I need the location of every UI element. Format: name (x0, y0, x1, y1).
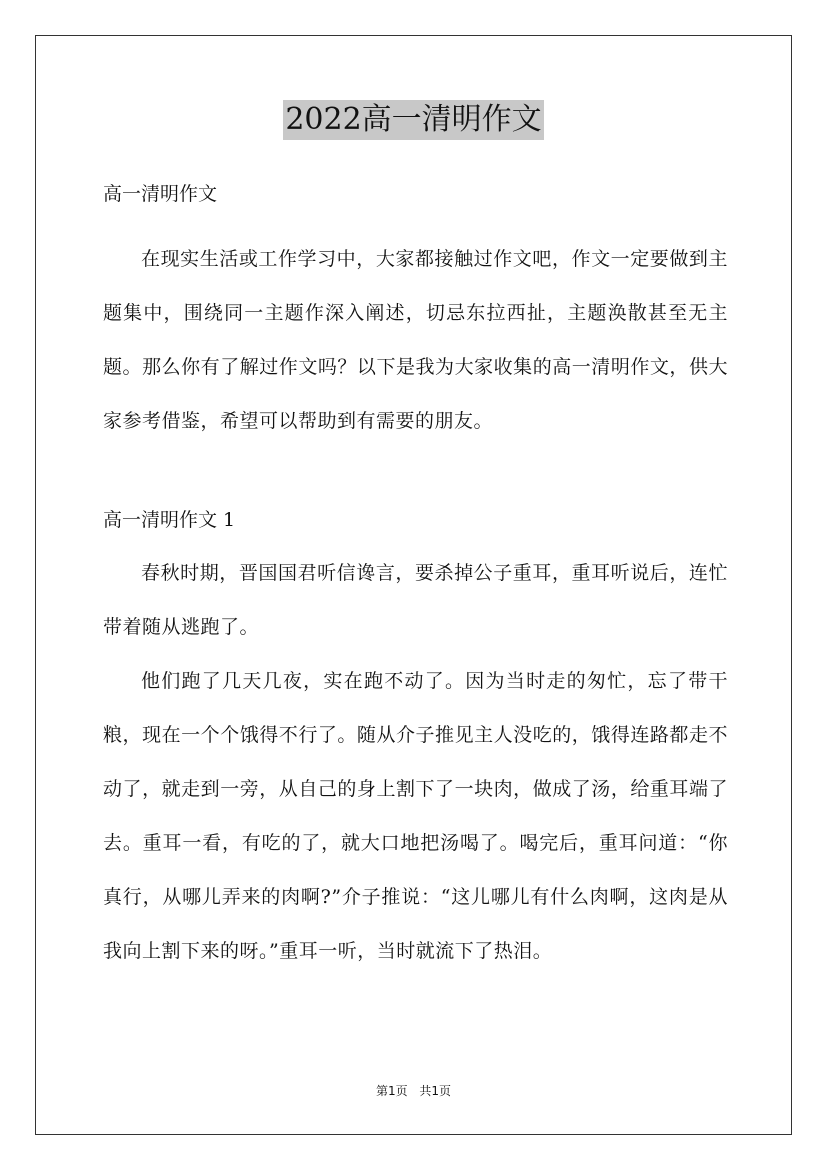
page-footer (0, 1082, 827, 1099)
intro-paragraph: 在现实生活或工作学习中，大家都接触过作文吧，作文一定要做到主题集中，围绕同一主题作深入阐述，切忌东拉西扯，主题涣散甚至无主题。那么你有了解过作文吗？以下是我为大家收集的高一清明作文，供大家参考借鉴，希望可以帮助到有需要的朋友。 (103, 248, 728, 432)
essay-heading: 高一清明作文 1 (103, 509, 236, 531)
page-total: 共1页 (419, 1084, 452, 1098)
section-heading: 高一清明作文 (103, 183, 218, 205)
essay-paragraph-1: 春秋时期，晋国国君听信谗言，要杀掉公子重耳，重耳听说后，连忙带着随从逃跑了。 (103, 562, 728, 638)
essay-paragraph-2: 他们跑了几天几夜，实在跑不动了。因为当时走的匆忙，忘了带干粮，现在一个个饿得不行了。随从介子推见主人没吃的，饿得连路都走不动了，就走到一旁，从自己的身上割下了一块肉，做成了汤，给重耳端了去。重耳一看，有吃的了，就大口地把汤喝了。喝完后，重耳问道：“你真行，从哪儿弄来的肉啊?”介子推说：“这儿哪儿有什么肉啊，这肉是从我向上割下来的呀。”重耳一听，当时就流下了热泪。 (103, 670, 728, 962)
title-container (0, 100, 827, 140)
document-title: 2022高一清明作文 (283, 100, 543, 140)
document-body (103, 172, 728, 978)
page-number: 第1页 (375, 1084, 408, 1098)
